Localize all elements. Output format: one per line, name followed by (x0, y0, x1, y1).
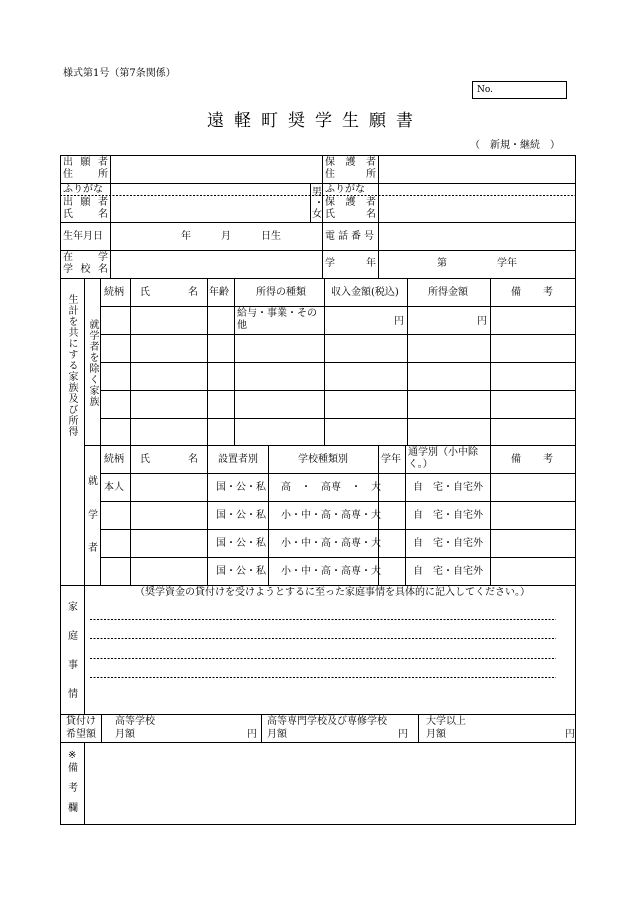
student-col-setter: 設置者別 (218, 454, 258, 465)
student-row-setter[interactable]: 国・公・私 (216, 510, 266, 521)
student-row-setter[interactable]: 国・公・私 (216, 566, 266, 577)
guardian-address-label-top: 保 護 者 (325, 157, 376, 168)
guardian-furigana-label: ふりがな (325, 184, 365, 195)
loan-college-yen: 円 (398, 729, 408, 740)
student-row-school[interactable]: 高 ・ 高専 ・ 大 (281, 482, 381, 493)
student-row-commute[interactable]: 自 宅・自宅外 (413, 510, 483, 521)
sex-female[interactable]: 女 (312, 209, 322, 220)
remarks-label-3: 欄 (68, 803, 78, 814)
family-sub-label: 就学者を除く家族 (87, 319, 98, 407)
student-row-commute[interactable]: 自 宅・自宅外 (413, 482, 483, 493)
circumstances-label-4: 情 (68, 689, 78, 700)
student-col-name-given: 氏 (140, 454, 150, 465)
remarks-input[interactable] (86, 744, 574, 824)
students-label-3: 者 (88, 543, 98, 554)
application-type[interactable]: （ 新規・継続 ） (470, 140, 560, 151)
guardian-address-input[interactable] (379, 156, 575, 183)
school-label-bottom: 学 校 名 (63, 264, 108, 275)
loan-label-1: 貸付け (66, 716, 96, 727)
loan-university-yen: 円 (565, 729, 575, 740)
birth-month-unit: 月 (221, 231, 231, 242)
family-rows-input-area[interactable] (101, 307, 575, 445)
number-label: No. (477, 85, 493, 95)
circumstances-input[interactable] (86, 600, 574, 712)
student-self: 本人 (104, 482, 124, 493)
student-col-school-type: 学校種類別 (298, 454, 348, 465)
circumstances-label-2: 庭 (68, 631, 78, 642)
remarks-label-2: 考 (68, 783, 78, 794)
loan-highschool-monthly: 月額 (115, 729, 135, 740)
remarks-label-1: 備 (68, 763, 78, 774)
student-row-school[interactable]: 小・中・高・高専・大 (281, 566, 381, 577)
student-col-commute: 通学別（小中除く。） (408, 447, 478, 470)
circumstances-note: （奨学資金の貸付けを受けようとするに至った家庭事情を具体的に記入してください。） (135, 587, 530, 598)
student-row-commute[interactable]: 自 宅・自宅外 (413, 566, 483, 577)
page-title: 遠軽町奨学生願書 (207, 111, 423, 131)
student-row-school[interactable]: 小・中・高・高専・大 (281, 538, 381, 549)
circumstances-label-3: 事 (68, 660, 78, 671)
applicant-address-label-bottom: 住 所 (63, 169, 108, 180)
guardian-name-input[interactable] (379, 196, 575, 222)
col-net-income: 所得金額 (428, 287, 468, 298)
guardian-furigana-input[interactable] (379, 184, 575, 195)
applicant-furigana-label: ふりがな (63, 184, 103, 195)
col-age: 年齢 (209, 287, 229, 298)
col-remarks-b: 考 (543, 287, 553, 298)
guardian-name-label-bottom: 氏 名 (325, 209, 376, 220)
loan-university-monthly: 月額 (426, 729, 446, 740)
student-col-grade: 学年 (381, 454, 401, 465)
phone-label: 電話番号 (325, 231, 377, 242)
applicant-address-input[interactable] (111, 156, 322, 183)
school-label-top: 在 学 (63, 252, 108, 263)
loan-highschool-yen: 円 (247, 729, 257, 740)
income-type-options: 給与・事業・その他 (237, 308, 317, 331)
applicant-address-label-top: 出 願 者 (63, 157, 108, 168)
student-col-relation: 続柄 (104, 454, 124, 465)
loan-highschool-input[interactable] (140, 728, 244, 741)
birth-day-unit: 日生 (261, 231, 281, 242)
birth-date-label: 生年月日 (63, 231, 103, 242)
applicant-furigana-input[interactable] (111, 184, 310, 195)
student-row-setter[interactable]: 国・公・私 (216, 538, 266, 549)
student-row-school[interactable]: 小・中・高・高専・大 (281, 510, 381, 521)
students-label-2: 学 (88, 510, 98, 521)
col-remarks-a: 備 (511, 287, 521, 298)
school-name-input[interactable] (111, 251, 322, 278)
circumstances-label-1: 家 (68, 602, 78, 613)
gross-yen-unit: 円 (394, 316, 404, 327)
phone-input[interactable] (379, 223, 575, 250)
col-gross-income: 収入金額(税込) (331, 287, 399, 298)
number-field[interactable] (472, 81, 567, 99)
grade-label: 学 年 (325, 258, 376, 269)
col-name-given: 氏 (140, 287, 150, 298)
grade-suffix: 学年 (497, 258, 517, 269)
birth-year-unit: 年 (181, 231, 191, 242)
guardian-address-label-bottom: 住 所 (325, 169, 376, 180)
student-col-name-family: 名 (188, 454, 198, 465)
sex-separator: ・ (314, 198, 324, 209)
loan-university-input[interactable] (451, 728, 561, 741)
guardian-name-label-top: 保 護 者 (325, 197, 376, 208)
family-side-label: 生計を共にする家族及び所得 (66, 294, 77, 437)
applicant-name-label-top: 出 願 者 (63, 197, 108, 208)
loan-label-2: 希望額 (66, 729, 96, 740)
student-col-remarks-a: 備 (511, 454, 521, 465)
sex-male[interactable]: 男 (312, 187, 322, 198)
col-name-family: 名 (188, 287, 198, 298)
loan-college-heading: 高等専門学校及び専修学校 (267, 716, 387, 727)
col-income-type: 所得の種類 (256, 287, 306, 298)
remarks-mark: ※ (68, 750, 77, 761)
applicant-name-input[interactable] (111, 196, 310, 222)
loan-college-input[interactable] (292, 728, 396, 741)
students-label-1: 就 (88, 476, 98, 487)
col-relation: 続柄 (104, 287, 124, 298)
grade-prefix: 第 (437, 258, 447, 269)
student-row-setter[interactable]: 国・公・私 (216, 482, 266, 493)
loan-college-monthly: 月額 (267, 729, 287, 740)
form-number: 様式第1号（第7条関係） (63, 68, 176, 79)
applicant-name-label-bottom: 氏 名 (63, 209, 108, 220)
student-col-remarks-b: 考 (543, 454, 553, 465)
loan-highschool-heading: 高等学校 (115, 716, 155, 727)
student-row-commute[interactable]: 自 宅・自宅外 (413, 538, 483, 549)
loan-university-heading: 大学以上 (426, 716, 466, 727)
net-yen-unit: 円 (477, 316, 487, 327)
